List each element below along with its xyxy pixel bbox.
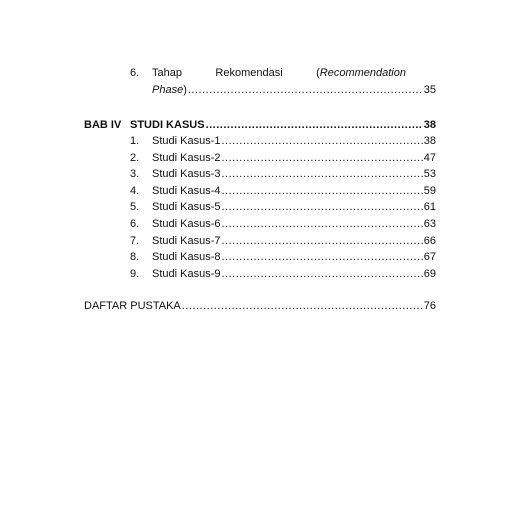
- toc-leader-dots: [221, 134, 422, 148]
- toc-item-number: 5.: [130, 201, 140, 214]
- toc-leader-dots: [221, 217, 422, 231]
- chapter-code: BAB IV: [84, 119, 122, 131]
- toc-leader-dots: [221, 151, 422, 165]
- toc-leader-dots: [221, 234, 422, 248]
- toc-page-number: 66: [423, 234, 436, 247]
- toc-leader-dots: [221, 267, 422, 281]
- toc-page-number: 61: [423, 201, 436, 214]
- toc-subitem: [130, 217, 436, 231]
- toc-page-number: 67: [423, 251, 436, 264]
- toc-chapter-4: [84, 118, 436, 132]
- toc-subitem: [130, 267, 436, 281]
- toc-page-number: 76: [423, 300, 436, 312]
- toc-page-number: 38: [423, 135, 436, 147]
- toc-word: Rekomendasi: [215, 67, 283, 79]
- toc-leader-dots: [206, 118, 423, 132]
- toc-subitem: [130, 250, 436, 264]
- toc-item-number: 2.: [130, 151, 140, 164]
- toc-item-number: 8.: [130, 251, 140, 264]
- toc-item-number: 4.: [130, 184, 140, 197]
- toc-item-label: Studi Kasus-2: [152, 151, 221, 164]
- toc-item-label: Studi Kasus-8: [152, 251, 221, 264]
- toc-subitem: [130, 184, 436, 198]
- toc-page-number: 38: [423, 119, 436, 131]
- toc-subitem: [130, 200, 436, 214]
- toc-item-number: 1.: [130, 135, 140, 147]
- toc-page-number: 59: [423, 184, 436, 197]
- toc-subitem: [130, 234, 436, 248]
- toc-word: (Recommendation: [316, 67, 406, 79]
- toc-leader-dots: [221, 184, 422, 198]
- toc-item-label: Studi Kasus-5: [152, 201, 221, 214]
- toc-item-label: DAFTAR PUSTAKA: [84, 300, 181, 312]
- toc-page-number: 69: [423, 267, 436, 280]
- toc-item-number: 6.: [130, 67, 140, 79]
- toc-item-6-line2: [152, 83, 436, 97]
- toc-subitem: [130, 134, 436, 148]
- toc-item-number: 3.: [130, 168, 140, 181]
- toc-item-number: 7.: [130, 234, 140, 247]
- toc-item-label: Studi Kasus-9: [152, 267, 221, 280]
- toc-bibliography: [84, 299, 436, 313]
- toc-item-number: 6.: [130, 218, 140, 230]
- toc-leader-dots: [221, 200, 422, 214]
- toc-page-number: 63: [423, 218, 436, 230]
- toc-leader-dots: [221, 250, 422, 264]
- toc-item-label: Studi Kasus-7: [152, 234, 221, 247]
- toc-page-number: 47: [423, 151, 436, 164]
- toc-word: Tahap: [152, 67, 182, 79]
- toc-item-label: Studi Kasus-4: [152, 184, 221, 197]
- toc-subitem: [130, 151, 436, 165]
- toc-leader-dots: [182, 299, 423, 313]
- toc-leader-dots: [221, 167, 422, 181]
- toc-item-label: Studi Kasus-6: [152, 218, 221, 230]
- toc-item-label: Studi Kasus-3: [152, 168, 221, 181]
- toc-page-number: 53: [423, 168, 436, 181]
- chapter-title: STUDI KASUS: [130, 119, 205, 131]
- toc-page-number: 35: [423, 84, 436, 96]
- toc-subitem: [130, 167, 436, 181]
- toc-item-number: 9.: [130, 267, 140, 280]
- toc-item-label: Studi Kasus-1: [152, 135, 221, 147]
- toc-item-label: Phase): [152, 84, 187, 96]
- toc-leader-dots: [188, 83, 423, 97]
- toc-item-6-line1: [130, 66, 406, 80]
